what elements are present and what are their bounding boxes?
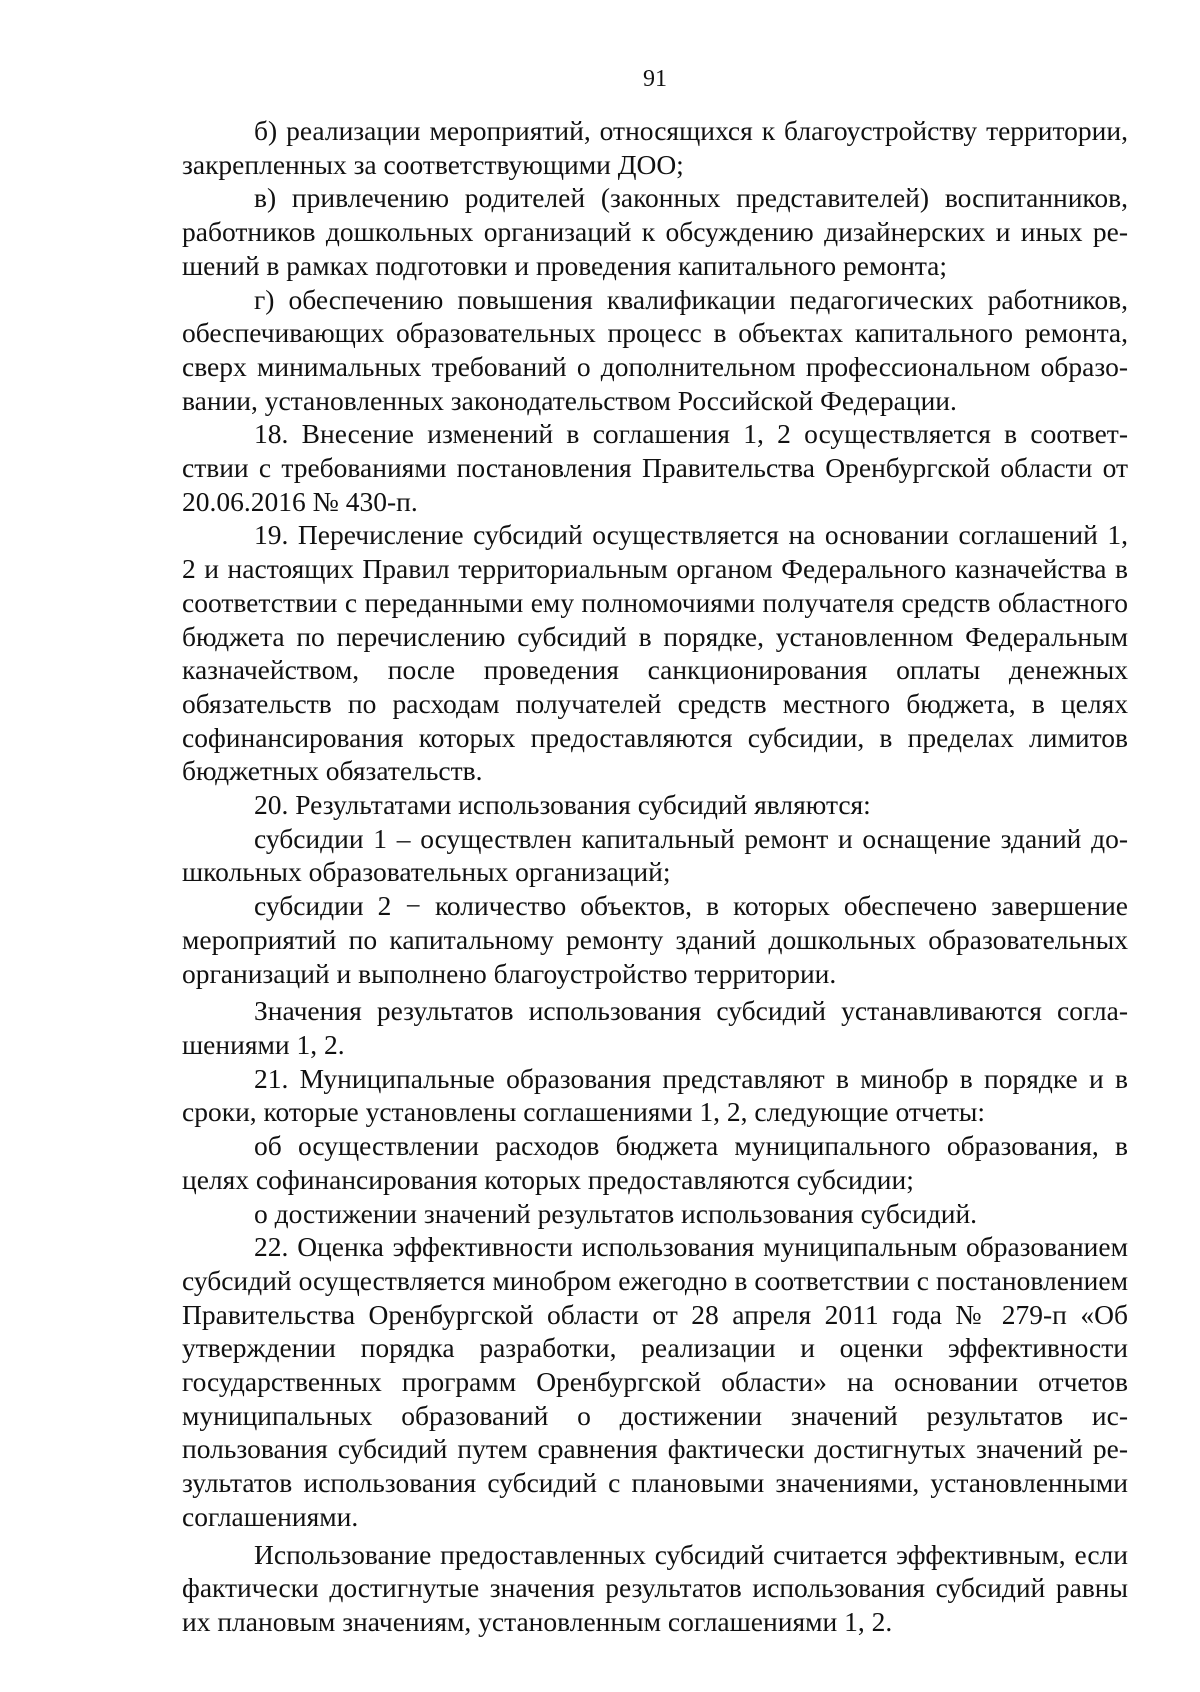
paragraph-b-landscaping: б) реализации мероприятий, относящихся к благоустройству территории, закрепленных за соответствующими ДОО; bbox=[182, 115, 1128, 180]
paragraph-subsidy-1: субсидии 1 – осуществлен капитальный ремонт и оснащение зданий дошкольных образовательных организаций; bbox=[182, 822, 1128, 888]
paragraph-result-values: Значения результатов использования субсидий устанавливаются соглашениями 1, 2. bbox=[182, 995, 1128, 1060]
paragraph-18-amendments: 18. Внесение изменений в соглашения 1, 2 осуществляется в соответствии с требованиями постановления Правительства Оренбургской области от 20.06.2016 № 430-п. bbox=[182, 418, 1128, 517]
paragraph-report-expenses: об осуществлении расходов бюджета муниципального образования, в целях софинансирования которых предоставляются субсидии; bbox=[182, 1130, 1128, 1195]
paragraph-subsidy-2: субсидии 2 − количество объектов, в которых обеспечено завершение мероприятий по капитальному ремонту зданий дошкольных образовательных организаций и выполнено благоустройство территории. bbox=[182, 890, 1128, 989]
paragraph-report-achievement: о достижении значений результатов использования субсидий. bbox=[254, 1197, 978, 1229]
document-page bbox=[182, 64, 1128, 1639]
paragraph-g-qualification: г) обеспечению повышения квалификации педагогических работников, обеспечивающих образовательных процесс в объектах капитального ремонта, сверх минимальных требований о дополнительном профессиональном образовании, установленных законодательством Российской Федерации. bbox=[182, 283, 1128, 416]
paragraph-19-transfer: 19. Перечисление субсидий осуществляется на основании соглашений 1, 2 и настоящих Правил территориальным органом Федерального казначейства в соответствии с переданными ему полномочиями получателя средств областного бюджета по перечислению субсидий в порядке, установленном Федеральным казначейством, после проведения санкционирования оплаты денежных обязательств по расходам получателей средств местного бюджета, в целях софинансирования которых предоставляются субсидии, в пределах лимитов бюджетных обязательств. bbox=[182, 519, 1128, 787]
page-number: 91 bbox=[643, 66, 667, 92]
paragraph-20-results: 20. Результатами использования субсидий являются: bbox=[254, 789, 871, 821]
paragraph-22-evaluation: 22. Оценка эффективности использования муниципальным образованием субсидий осуществляется минобром ежегодно в соответствии с постановлением Правительства Оренбургской области от 28 апреля 2011 года № 279-п «Об утверждении порядка разработки, реализации и оценки эффективности государственных программ Оренбургской области» на основании отчетов муниципальных образований о достижении значений результатов использования субсидий путем сравнения фактически достигнутых значений результатов использования субсидий с плановыми значениями, установленными соглашениями. bbox=[182, 1231, 1128, 1532]
paragraph-21-reports: 21. Муниципальные образования представляют в минобр в порядке и в сроки, которые установлены соглашениями 1, 2, следующие отчеты: bbox=[182, 1062, 1128, 1128]
paragraph-v-parents: в) привлечению родителей (законных представителей) воспитанников, работников дошкольных организаций к обсуждению дизайнерских и иных решений в рамках подготовки и проведения капитального ремонта; bbox=[182, 182, 1128, 281]
paragraph-efficiency: Использование предоставленных субсидий считается эффективным, если фактически достигнутые значения результатов использования субсидий равны их плановым значениям, установленным соглашениями 1, 2. bbox=[182, 1538, 1128, 1637]
